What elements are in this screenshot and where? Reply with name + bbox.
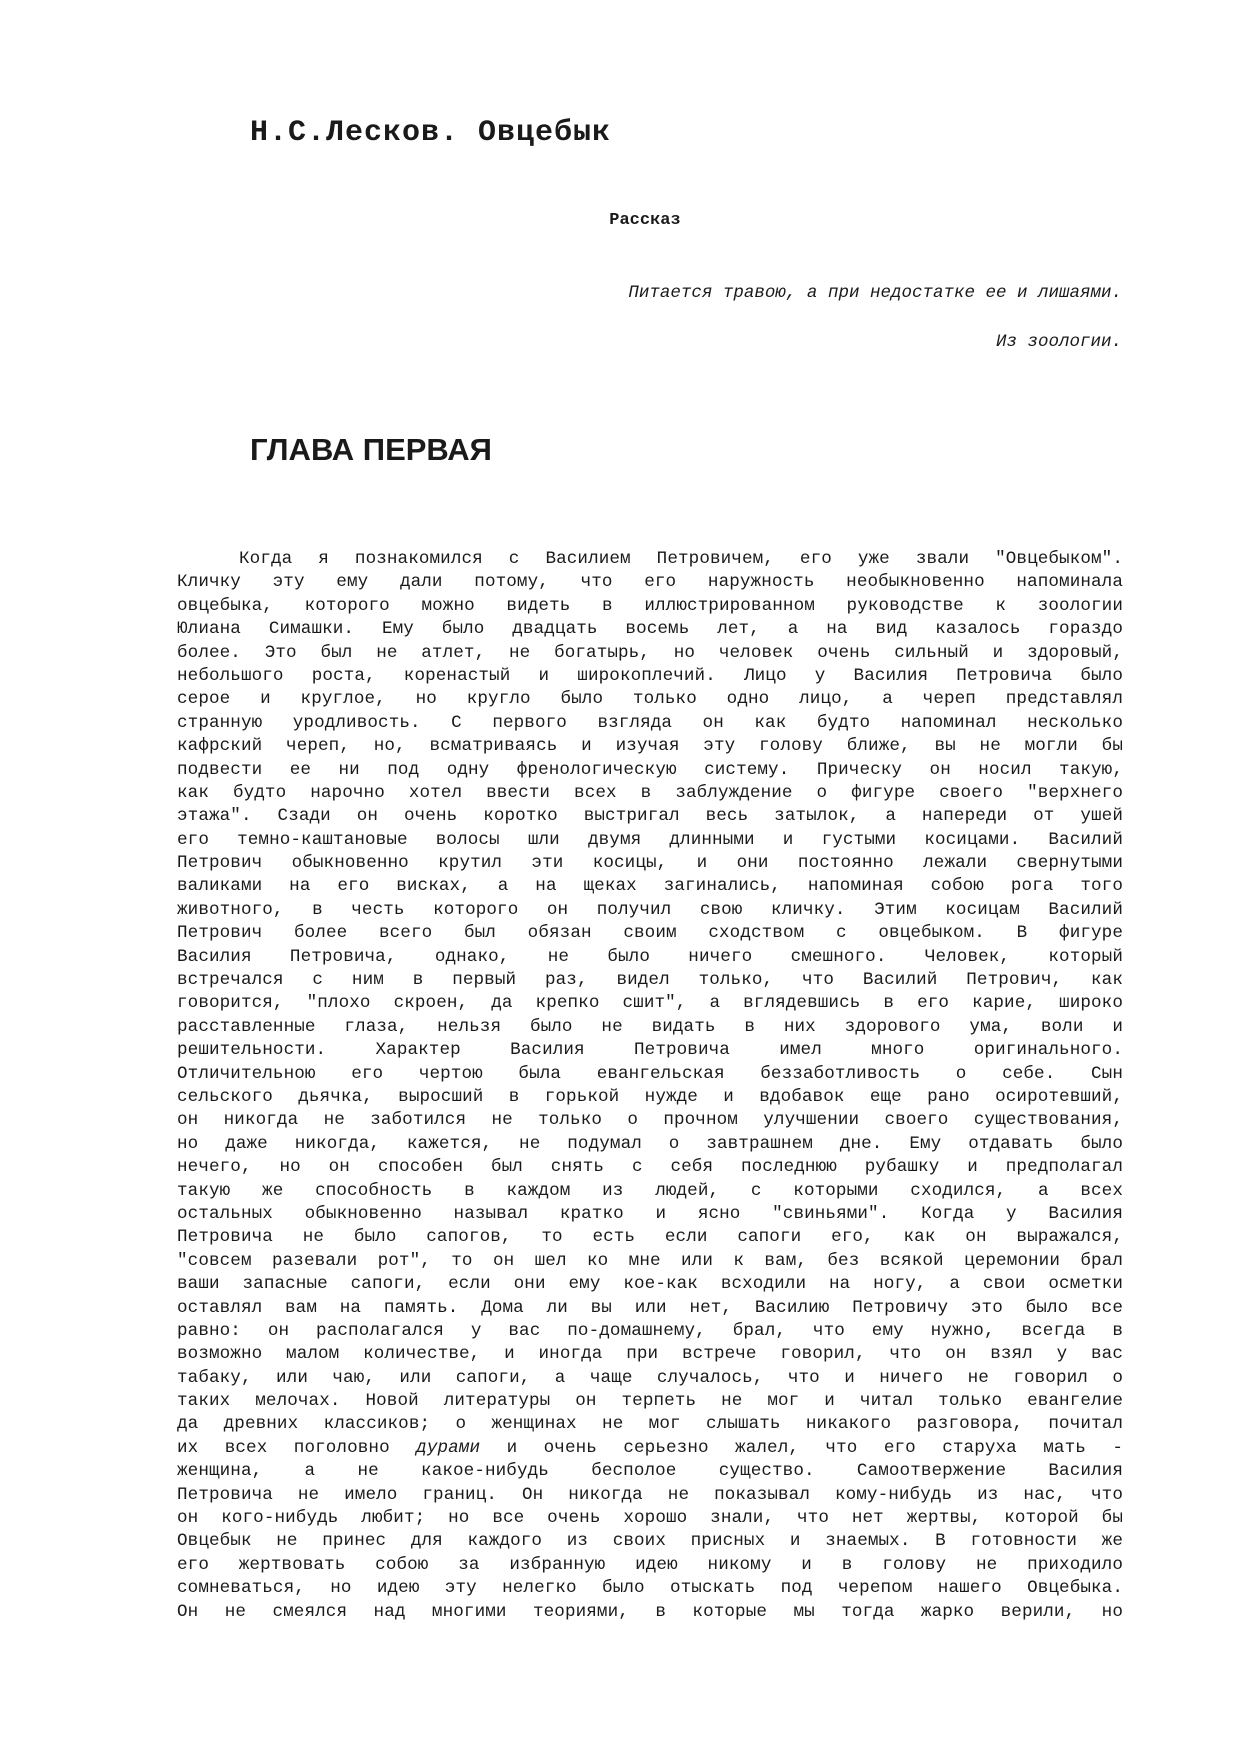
- text-line: Кличку эту ему дали потому, что его наружность необыкновенно напоминала: [177, 572, 1123, 593]
- text-line: оставлял вам на память. Дома ли вы или нет, Василию Петровичу это было все: [177, 1297, 1123, 1318]
- text-line: как будто нарочно хотел ввести всех в заблуждение о фигуре своего "верхнего: [177, 782, 1123, 803]
- text-line: валиками на его висках, а на щеках загинались, напоминая собою рога того: [177, 876, 1123, 897]
- text-line: Петрович обыкновенно крутил эти косицы, и они постоянно лежали свернутыми: [177, 853, 1123, 874]
- text-line: он кого-нибудь любит; но все очень хорошо знали, что нет жертвы, которой бы: [177, 1508, 1123, 1529]
- text-line: женщина, а не какое-нибудь бесполое существо. Самоотвержение Василия: [177, 1461, 1123, 1482]
- text-line: расставленные глаза, нельзя было не видать в них здорового ума, воли и: [177, 1016, 1123, 1037]
- text-line: этажа". Сзади он очень коротко выстригал весь затылок, а напереди от ушей: [177, 806, 1123, 827]
- text-line: остальных обыкновенно называл кратко и ясно "свиньями". Когда у Василия: [177, 1203, 1123, 1224]
- document-subtitle: Рассказ: [609, 211, 681, 230]
- italic-word: дурами: [416, 1437, 481, 1458]
- chapter-heading: ГЛАВА ПЕРВАЯ: [250, 432, 492, 467]
- text-line: такую же способность в каждом из людей, с которыми сходился, а всех: [177, 1180, 1123, 1201]
- text-line: Когда я познакомился с Василием Петровичем, его уже звали "Овцебыком".: [239, 549, 1123, 569]
- text-line: подвести ее ни под одну френологическую систему. Прическу он носил такую,: [177, 759, 1123, 780]
- text-line: Василия Петровича, однако, не было ничего смешного. Человек, который: [177, 946, 1123, 967]
- text-line: возможно малом количестве, и иногда при встрече говорил, что он взял у вас: [177, 1344, 1123, 1365]
- text-line: но даже никогда, кажется, не подумал о завтрашнем дне. Ему отдавать было: [177, 1133, 1123, 1154]
- text-line: таких мелочах. Новой литературы он терпеть не мог и читал только евангелие: [177, 1391, 1123, 1412]
- body-text: [177, 548, 1123, 1624]
- text-line: его жертвовать собою за избранную идею никому и в голову не приходило: [177, 1554, 1123, 1575]
- text-segment: их всех поголовно: [177, 1437, 390, 1458]
- text-line: нечего, но он способен был снять с себя последнюю рубашку и предполагал: [177, 1157, 1123, 1178]
- text-segment: и очень серьезно жалел, что его старуха мать -: [506, 1437, 1123, 1458]
- text-line: ваши запасные сапоги, если они ему кое-как всходили на ногу, а свои осметки: [177, 1274, 1123, 1295]
- text-line: говорится, "плохо скроен, да крепко сшит", а вглядевшись в его карие, широко: [177, 993, 1123, 1014]
- document-title: Н.С.Лесков. Овцебык: [250, 116, 612, 150]
- text-line: Он не смеялся над многими теориями, в которые мы тогда жарко верили, но: [177, 1601, 1123, 1622]
- text-line: Петрович более всего был обязан своим сходством с овцебыком. В фигуре: [177, 923, 1123, 944]
- text-line: овцебыка, которого можно видеть в иллюстрированном руководстве к зоологии: [177, 595, 1123, 616]
- text-line: Отличительною его чертою была евангельская беззаботливость о себе. Сын: [177, 1063, 1123, 1084]
- text-line: "совсем разевали рот", то он шел ко мне или к вам, без всякой церемонии брал: [177, 1250, 1123, 1271]
- text-line: странную уродливость. С первого взгляда он как будто напоминал несколько: [177, 712, 1123, 733]
- text-line: равно: он располагался у вас по-домашнему, брал, что ему нужно, всегда в: [177, 1320, 1123, 1341]
- epigraph-quote: Питается травою, а при недостатке ее и лишаями.: [628, 283, 1122, 303]
- text-line: табаку, или чаю, или сапоги, а чаще случалось, что и ничего не говорил о: [177, 1367, 1123, 1388]
- text-line: Овцебык не принес для каждого из своих присных и знаемых. В готовности же: [177, 1531, 1123, 1552]
- text-line: сельского дьячка, выросший в горькой нужде и вдобавок еще рано осиротевший,: [177, 1086, 1123, 1107]
- text-line: Петровича не было сапогов, то есть если сапоги его, как он выражался,: [177, 1227, 1123, 1248]
- text-line: Петровича не имело границ. Он никогда не показывал кому-нибудь из нас, что: [177, 1484, 1123, 1505]
- text-line: встречался с ним в первый раз, видел только, что Василий Петрович, как: [177, 970, 1123, 991]
- text-line: кафрский череп, но, всматриваясь и изучая эту голову ближе, вы не могли бы: [177, 736, 1123, 757]
- text-line: сомневаться, но идею эту нелегко было отыскать под черепом нашего Овцебыка.: [177, 1578, 1123, 1599]
- text-line: решительности. Характер Василия Петровича имел много оригинального.: [177, 1040, 1123, 1061]
- text-line: он никогда не заботился не только о прочном улучшении своего существования,: [177, 1110, 1123, 1131]
- text-line: небольшого роста, коренастый и широкоплечий. Лицо у Василия Петровича было: [177, 665, 1123, 686]
- text-line: да древних классиков; о женщинах не мог слышать никакого разговора, почитал: [177, 1414, 1123, 1435]
- text-line: серое и круглое, но кругло было только одно лицо, а череп представлял: [177, 689, 1123, 710]
- text-line: Юлиана Симашки. Ему было двадцать восемь лет, а на вид казалось гораздо: [177, 619, 1123, 640]
- text-line: его темно-каштановые волосы шли двумя длинными и густыми косицами. Василий: [177, 829, 1123, 850]
- text-line-mixed: [177, 1437, 1123, 1460]
- text-line: животного, в честь которого он получил свою кличку. Этим косицам Василий: [177, 899, 1123, 920]
- text-line: более. Это был не атлет, не богатырь, но человек очень сильный и здоровый,: [177, 642, 1123, 663]
- epigraph-source: Из зоологии.: [995, 332, 1122, 352]
